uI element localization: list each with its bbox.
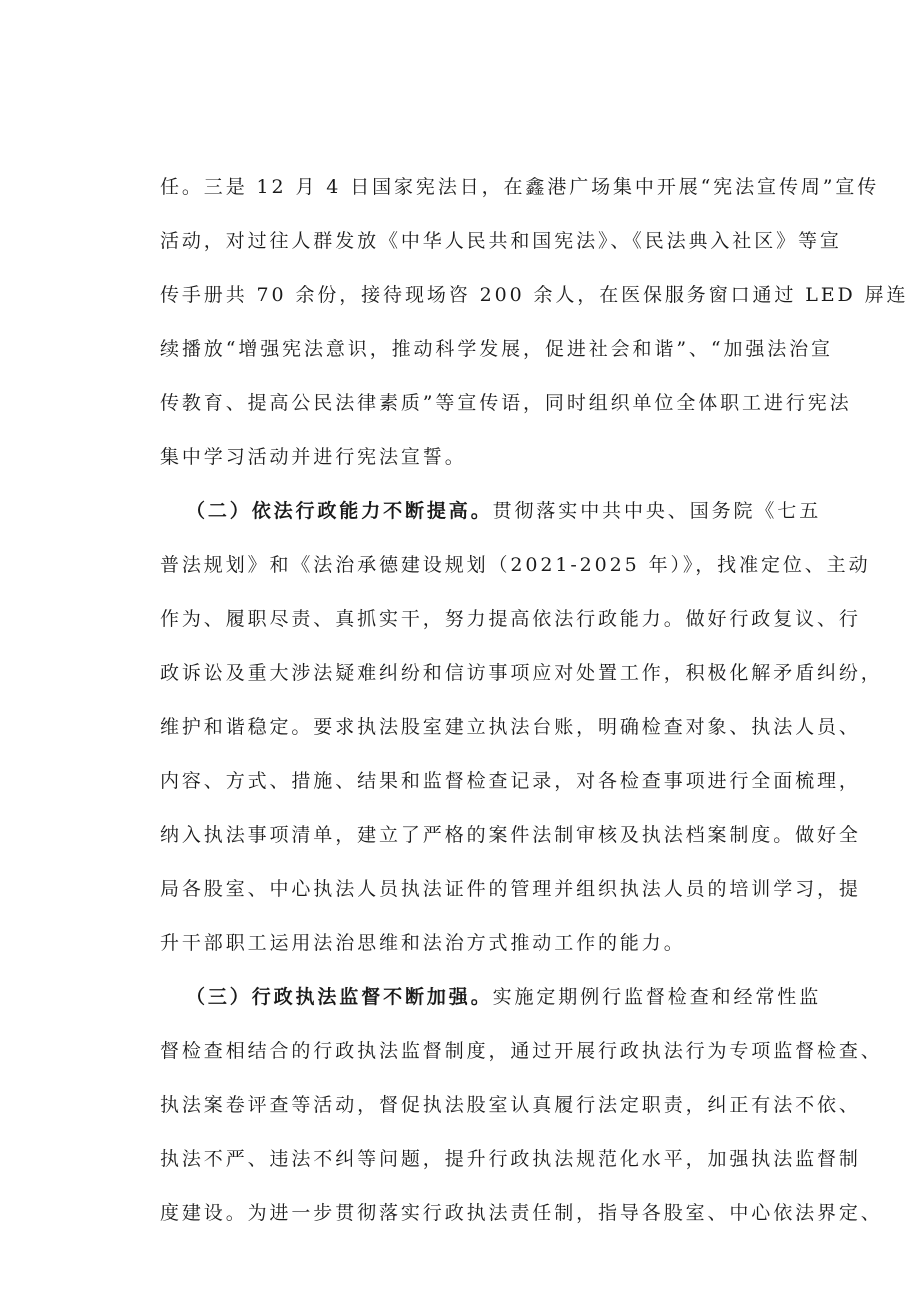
text-line: 活动，对过往人群发放《中华人民共和国宪法》、《民法典入社区》等宣 <box>160 230 842 252</box>
document-body <box>160 160 909 1240</box>
text-line: 局各股室、中心执法人员执法证件的管理并组织执法人员的培训学习，提 <box>160 878 861 900</box>
text-line: 政诉讼及重大涉法疑难纠纷和信访事项应对处置工作，积极化解矛盾纠纷， <box>160 662 883 684</box>
paragraph-section-3 <box>160 970 883 1240</box>
text-line: 普法规划》和《法治承德建设规划（2021-2025 年）》，找准定位、主动 <box>160 554 871 576</box>
text-line: 执法不严、违法不纠等问题，提升行政执法规范化水平，加强执法监督制 <box>160 1148 861 1170</box>
section-2-heading: （二）依法行政能力不断提高。 <box>186 500 493 522</box>
text-line: 度建设。为进一步贯彻落实行政执法责任制，指导各股室、中心依法界定、 <box>160 1202 883 1224</box>
text-line: 传教育、提高公民法律素质”等宣传语，同时组织单位全体职工进行宪法 <box>160 392 852 414</box>
section-3-first-line <box>160 970 820 1024</box>
text-line: 执法案卷评查等活动，督促执法股室认真履行法定职责，纠正有法不依、 <box>160 1094 861 1116</box>
text-line: 督检查相结合的行政执法监督制度，通过开展行政执法行为专项监督检查、 <box>160 1040 883 1062</box>
text-line: 内容、方式、措施、结果和监督检查记录，对各检查事项进行全面梳理， <box>160 770 861 792</box>
text-line: 升干部职工运用法治思维和法治方式推动工作的能力。 <box>160 932 686 954</box>
text-line: 续播放“增强宪法意识，推动科学发展，促进社会和谐”、“加强法治宣 <box>160 338 833 360</box>
text-line: 作为、履职尽责、真抓实干，努力提高依法行政能力。做好行政复议、行 <box>160 608 861 630</box>
section-3-first-line-text: 实施定期例行监督检查和经常性监 <box>492 986 822 1008</box>
section-2-first-line <box>160 484 820 538</box>
text-line: 纳入执法事项清单，建立了严格的案件法制审核及执法档案制度。做好全 <box>160 824 861 846</box>
paragraph-section-2 <box>160 484 883 970</box>
text-line: 传手册共 70 余份，接待现场咨 200 余人，在医保服务窗口通过 LED 屏连 <box>160 284 909 306</box>
text-line: 集中学习活动并进行宪法宣誓。 <box>160 446 467 468</box>
text-line: 任。三是 12 月 4 日国家宪法日，在鑫港广场集中开展“宪法宣传周”宣传 <box>160 176 880 198</box>
text-line: 维护和谐稳定。要求执法股室建立执法台账，明确检查对象、执法人员、 <box>160 716 861 738</box>
paragraph-constitution-week <box>160 160 909 484</box>
section-3-heading: （三）行政执法监督不断加强。 <box>186 986 493 1008</box>
section-2-first-line-text: 贯彻落实中共中央、国务院《七五 <box>492 500 822 522</box>
